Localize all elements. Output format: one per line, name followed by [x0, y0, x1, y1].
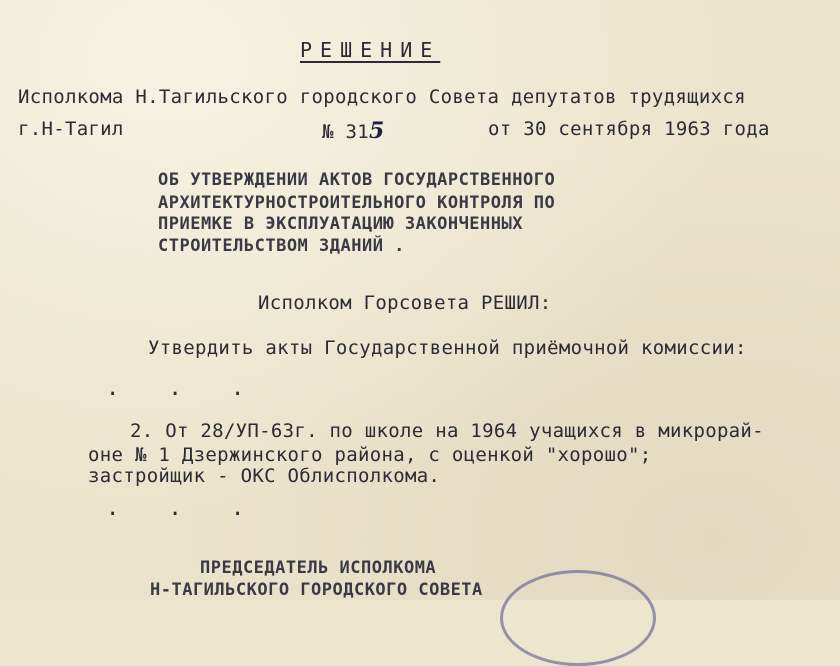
- approve-line: Утвердить акты Государственной приёмочной комиссии:: [148, 337, 747, 359]
- ellipsis-2: . . .: [106, 496, 263, 521]
- decision-date: от 30 сентября 1963 года: [488, 118, 770, 140]
- item-line-3: застройщик - ОКС Облисполкома.: [88, 465, 441, 487]
- subject-line-2: АРХИТЕКТУРНОСТРОИТЕЛЬНОГО КОНТРОЛЯ ПО: [158, 193, 556, 213]
- item-line-2: оне № 1 Дзержинского района, с оценкой "хорошо";: [88, 444, 652, 466]
- resolved-heading: Исполком Горсовета РЕШИЛ:: [258, 292, 552, 314]
- number-prefix: № 31: [322, 121, 369, 143]
- city: г.Н-Тагил: [18, 118, 124, 140]
- issuer-line: Исполкома Н.Тагильского городского Совета депутатов трудящихся: [18, 86, 746, 108]
- signature-line-1: ПРЕДСЕДАТЕЛЬ ИСПОЛКОМА: [200, 558, 437, 578]
- decision-number: [322, 118, 385, 144]
- ellipsis-1: . . .: [106, 376, 263, 401]
- item-line-1: 2. От 28/УП-63г. по школе на 1964 учащихся в микрорай-: [130, 420, 764, 442]
- official-stamp: [500, 570, 656, 666]
- subject-line-3: ПРИЕМКЕ В ЭКСПЛУАТАЦИЮ ЗАКОНЧЕННЫХ: [158, 214, 523, 234]
- subject-line-4: СТРОИТЕЛЬСТВОМ ЗДАНИЙ .: [158, 236, 405, 256]
- document-title: РЕШЕНИЕ: [300, 38, 441, 62]
- signature-line-2: Н-ТАГИЛЬСКОГО ГОРОДСКОГО СОВЕТА: [150, 580, 483, 600]
- subject-line-1: ОБ УТВЕРЖДЕНИИ АКТОВ ГОСУДАРСТВЕННОГО: [158, 170, 556, 190]
- number-handwritten-digit: 5: [368, 118, 385, 144]
